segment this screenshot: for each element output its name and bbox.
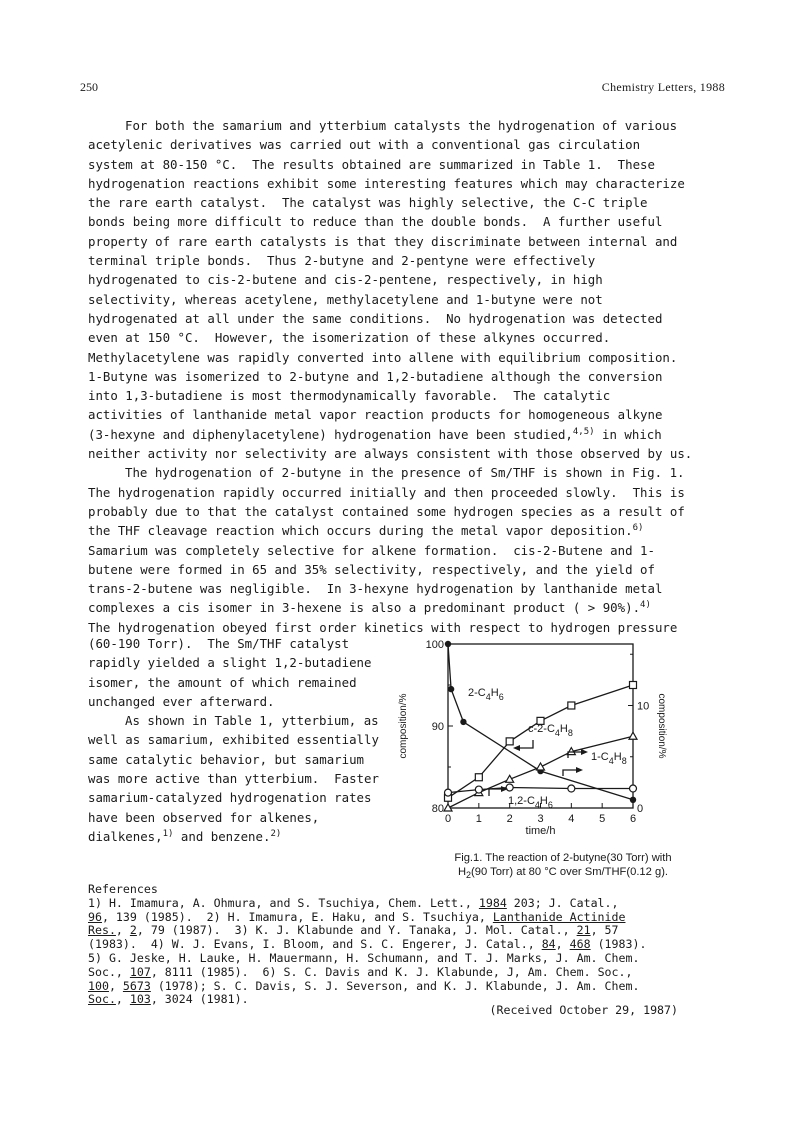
references-heading: References [88,882,158,896]
body-line: selectivity, whereas acetylene, methylacetylene and 1-butyne were not [88,291,603,307]
page-number: 250 [80,80,98,94]
data-point-open-circle [568,785,575,792]
data-point-open-circle [506,784,513,791]
body-line: acetylenic derivatives was carried out with a conventional gas circulation [88,137,641,153]
data-point-open-square [630,682,637,689]
data-point-filled-circle [445,641,451,647]
body-line: into 1,3-butadiene is most thermodynamically favorable. The catalytic [88,388,611,404]
label-2-butyne: $2-C_4H_6$ [468,687,504,702]
label-cis-2-butene: $c-2-C_4H_8$ [528,723,573,738]
journal-title: Chemistry Letters, 1988 [601,80,725,94]
arrow-right-axis-2-head [576,767,583,773]
data-point-filled-circle [460,719,466,725]
wrap-line: unchanged ever afterward. [88,693,275,709]
caption-line-1: Fig.1. The reaction of 2-butyne(30 Torr) with [454,852,672,864]
reference-line: (1983). 4) W. J. Evans, I. Bloom, and S. C. Engerer, J. Catal., 84, 468 (1983). [88,937,647,952]
body-line: The hydrogenation obeyed first order kinetics with respect to hydrogen pressure [88,619,678,635]
wrap-line: (60-190 Torr). The Sm/THF catalyst [88,636,350,651]
x-axis-label: time/h [525,825,556,837]
wrap-line: samarium-catalyzed hydrogenation rates [88,790,372,806]
wrap-line: same catalytic behavior, but samarium [88,751,365,767]
body-line: property of rare earth catalysts is that they discriminate between internal and [88,233,678,249]
y-left-tick-label: 100 [425,639,444,651]
y-right-axis-label: composition/% [656,693,667,759]
reference-line: 5) G. Jeske, H. Lauke, H. Mauermann, H. Schumann, and T. J. Marks, J. Am. Chem. [88,950,640,965]
x-tick-label: 2 [506,813,513,825]
reference-line: Res., 2, 79 (1987). 3) K. J. Klabunde and Y. Tanaka, J. Mol. Catal., 21, 57 [88,923,619,938]
body-line: hydrogenation reactions exhibit some interesting features which may characterize [88,175,685,191]
page-header [80,80,725,100]
data-point-open-circle [630,785,637,792]
body-line: bonds being more difficult to reduce than the double bonds. A further useful [88,214,663,230]
body-line: the THF cleavage reaction which occurs during the metal vapor deposition.$^{6)}$ [88,523,644,539]
body-line: For both the samarium and ytterbium catalysts the hydrogenation of various [125,118,678,133]
data-point-open-square [506,738,513,745]
arrow-right-axis-2 [563,770,578,776]
y-left-tick-label: 80 [431,803,444,815]
arrow-left-axis-2 [489,789,503,796]
wrap-line: rapidly yielded a slight 1,2-butadiene [88,655,372,671]
data-point-open-circle [475,786,482,793]
received-date: (Received October 29, 1987) [489,1003,678,1017]
arrow-left-axis-head [513,745,520,751]
wrap-line: dialkenes,$^{1)}$ and benzene.$^{2)}$ [88,828,282,844]
body-line: hydrogenated to cis-2-butene and cis-2-pentene, respectively, in high [88,272,603,288]
x-tick-label: 6 [629,813,637,825]
figure-caption [393,851,733,879]
arrow-right-axis-1-head [581,749,588,755]
wrap-line: isomer, the amount of which remained [88,674,357,690]
wrap-line: well as samarium, exhibited essentially [88,732,379,748]
figure-1 [393,636,733,876]
body-line: (3-hexyne and diphenylacetylene) hydrogenation have been studied,$^{4,5)}$ in which [88,426,662,442]
x-tick-label: 0 [444,813,452,825]
reaction-chart [393,636,733,851]
caption-line-2: $H_2(90$ Torr) at 80 °C over Sm/THF(0.12 g). [457,866,669,880]
reference-line: Soc., 107, 8111 (1985). 6) S. C. Davis and K. J. Klabunde, J, Am. Chem. Soc., [88,964,633,979]
y-left-tick-label: 90 [431,721,444,733]
y-right-tick-label: 10 [637,700,650,713]
body-line: activities of lanthanide metal vapor reaction products for homogeneous alkyne [88,407,663,423]
body-line: terminal triple bonds. Thus 2-butyne and 2-pentyne were effectively [88,253,596,269]
arrow-left-axis [518,740,533,748]
body-line: Methylacetylene was rapidly converted into allene with equilibrium composition. [88,349,678,365]
body-line: neither activity nor selectivity are always consistent with those observed by us. [88,446,693,462]
wrap-line: As shown in Table 1, ytterbium, as [125,713,379,729]
data-point-open-square [475,774,482,781]
x-tick-label: 5 [599,813,606,825]
body-line: even at 150 °C. However, the isomerization of these alkynes occurred. [88,330,611,346]
body-line: probably due to that the catalyst contained some hydrogen species as a result of [88,503,685,519]
x-tick-label: 1 [475,813,482,825]
body-line: system at 80-150 °C. The results obtained are summarized in Table 1. These [88,156,655,172]
wrapped-paragraph [88,634,408,846]
label-1-2-butadiene: $1,2-C_4H_6$ [508,795,553,810]
reference-line: 1) H. Imamura, A. Ohmura, and S. Tsuchiya, Chem. Lett., 1984 203; J. Catal., [88,895,619,910]
data-point-open-circle [445,789,452,796]
reference-line: 100, 5673 (1978); S. C. Davis, S. J. Severson, and K. J. Klabunde, J. Am. Chem. [88,978,640,993]
x-tick-label: 4 [568,813,575,825]
body-line: The hydrogenation of 2-butyne in the presence of Sm/THF is shown in Fig. 1. [125,465,685,481]
body-line: 1-Butyne was isomerized to 2-butyne and 1,2-butadiene although the conversion [88,368,663,384]
x-tick-label: 3 [537,813,544,825]
body-line: trans-2-butene was negligible. In 3-hexyne hydrogenation by lanthanide metal [88,581,663,597]
reference-line: 96, 139 (1985). 2) H. Imamura, E. Haku, and S. Tsuchiya, Lanthanide Actinide [88,909,626,924]
label-1-butene: $1-C_4H_8$ [591,751,627,766]
body-line: the rare earth catalyst. The catalyst was highly selective, the C-C triple [88,195,648,211]
data-point-filled-circle [448,686,454,692]
wrap-line: was more active than ytterbium. Faster [88,771,379,787]
data-point-open-triangle [629,732,637,739]
body-text [88,116,728,637]
body-line: The hydrogenation rapidly occurred initially and then proceeded slowly. This is [88,484,685,500]
y-left-axis-label: composition/% [398,693,409,759]
data-point-filled-circle [630,797,636,803]
body-line: hydrogenated at all under the same conditions. No hydrogenation was detected [88,310,663,326]
wrap-line: have been observed for alkenes, [88,809,320,825]
y-right-tick-label: 0 [637,803,644,815]
data-point-open-square [568,702,575,709]
body-line: complexes a cis isomer in 3-hexene is also a predominant product ( > 90%).$^{4)}$ [88,600,651,616]
body-line: Samarium was completely selective for alkene formation. cis-2-Butene and 1- [88,542,655,558]
data-point-open-triangle [537,763,545,770]
body-line: butene were formed in 65 and 35% selectivity, respectively, and the yield of [88,561,655,577]
references-section [88,883,728,1007]
reference-line: Soc., 103, 3024 (1981). [88,992,249,1007]
